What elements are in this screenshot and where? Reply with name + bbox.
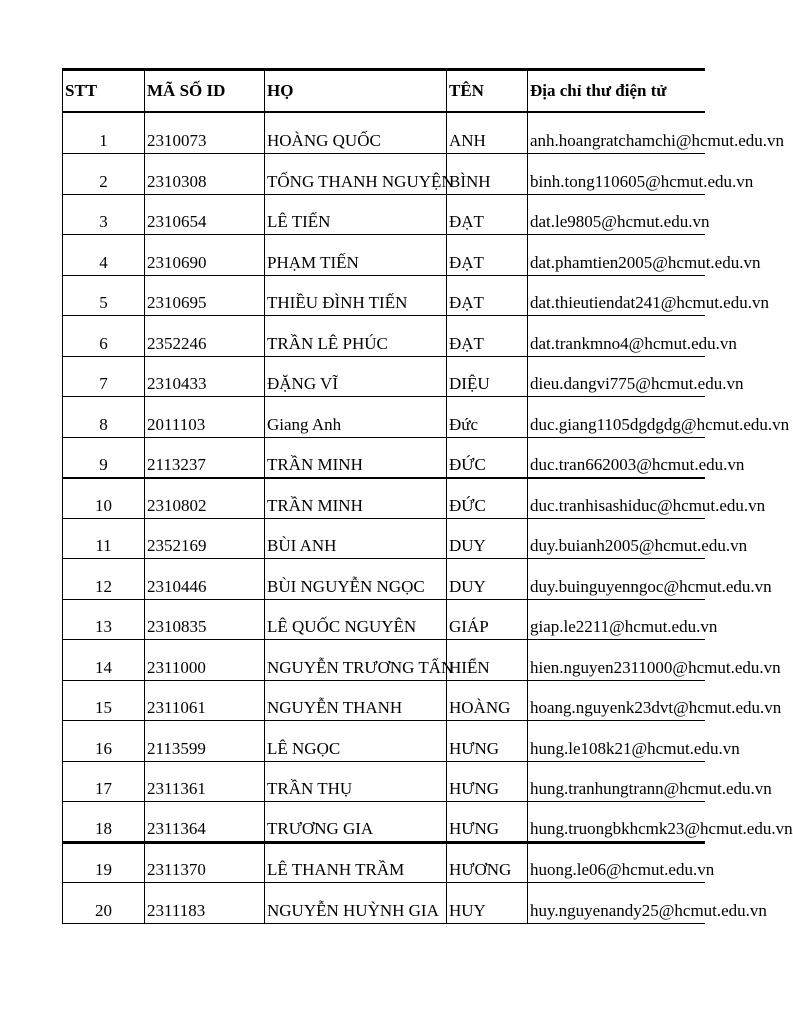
cell-ho: TRẦN MINH [265,437,447,478]
cell-id: 2310654 [145,194,265,235]
cell-stt: 15 [63,680,145,721]
cell-email: duy.buinguyenngoc@hcmut.edu.vn [528,559,705,600]
cell-email: huy.nguyenandy25@hcmut.edu.vn [528,883,705,924]
cell-email: hoang.nguyenk23dvt@hcmut.edu.vn [528,680,705,721]
cell-ten: BÌNH [447,154,528,195]
table-row [63,478,705,519]
cell-ho: THIỀU ĐÌNH TIẾN [265,275,447,316]
cell-ho: PHẠM TIẾN [265,235,447,276]
cell-stt: 11 [63,518,145,559]
cell-ho: LÊ TIẾN [265,194,447,235]
table-row [63,599,705,640]
cell-ten: HUY [447,883,528,924]
table-row [63,680,705,721]
header-stt: STT [63,70,145,112]
header-email: Địa chỉ thư điện tử [528,70,705,112]
cell-stt: 3 [63,194,145,235]
table-row [63,518,705,559]
cell-stt: 18 [63,802,145,843]
cell-ho: BÙI NGUYỄN NGỌC [265,559,447,600]
table-row [63,194,705,235]
table-row [63,640,705,681]
cell-id: 2011103 [145,397,265,438]
cell-email: duy.buianh2005@hcmut.edu.vn [528,518,705,559]
cell-ten: HOÀNG [447,680,528,721]
cell-stt: 14 [63,640,145,681]
cell-email: binh.tong110605@hcmut.edu.vn [528,154,705,195]
student-table [62,68,793,924]
cell-ho: NGUYỄN TRƯƠNG TẤN [265,640,447,681]
cell-ten: HƯNG [447,721,528,762]
cell-email: hung.tranhungtrann@hcmut.edu.vn [528,761,705,802]
table-row [63,275,705,316]
cell-stt: 4 [63,235,145,276]
cell-email: duc.giang1105dgdgdg@hcmut.edu.vn [528,397,705,438]
cell-id: 2311183 [145,883,265,924]
header-ten: TÊN [447,70,528,112]
cell-ten: DUY [447,518,528,559]
cell-id: 2310695 [145,275,265,316]
cell-ho: LÊ QUỐC NGUYÊN [265,599,447,640]
cell-email: hung.le108k21@hcmut.edu.vn [528,721,705,762]
cell-ho: LÊ NGỌC [265,721,447,762]
cell-ho: Giang Anh [265,397,447,438]
cell-ho: TRẦN THỤ [265,761,447,802]
cell-id: 2352246 [145,316,265,357]
cell-id: 2311370 [145,842,265,883]
cell-id: 2352169 [145,518,265,559]
header-row [63,70,705,112]
cell-stt: 9 [63,437,145,478]
cell-ten: Đức [447,397,528,438]
cell-stt: 6 [63,316,145,357]
cell-stt: 13 [63,599,145,640]
cell-id: 2311061 [145,680,265,721]
table-row [63,154,705,195]
table-row [63,235,705,276]
table-row [63,883,705,924]
table-body [63,112,793,924]
cell-id: 2113237 [145,437,265,478]
cell-ten: ĐẠT [447,316,528,357]
cell-id: 2311364 [145,802,265,843]
header-ho: HỌ [265,70,447,112]
cell-id: 2310835 [145,599,265,640]
cell-ten: ĐẠT [447,235,528,276]
cell-ten: HƯNG [447,761,528,802]
cell-id: 2311361 [145,761,265,802]
cell-ho: TRƯƠNG GIA [265,802,447,843]
cell-ten: DIỆU [447,356,528,397]
cell-ten: HƯƠNG [447,842,528,883]
cell-id: 2310802 [145,478,265,519]
cell-id: 2310690 [145,235,265,276]
cell-stt: 16 [63,721,145,762]
cell-id: 2311000 [145,640,265,681]
cell-stt: 7 [63,356,145,397]
cell-stt: 8 [63,397,145,438]
cell-email: dat.le9805@hcmut.edu.vn [528,194,705,235]
cell-stt: 1 [63,112,145,154]
cell-ten: ĐỨC [447,478,528,519]
table-row [63,761,705,802]
cell-ho: TRẦN LÊ PHÚC [265,316,447,357]
cell-ten: HƯNG [447,802,528,843]
table-row [63,356,705,397]
cell-ho: HOÀNG QUỐC [265,112,447,154]
cell-ten: DUY [447,559,528,600]
cell-ten: ĐẠT [447,194,528,235]
cell-email: dat.thieutiendat241@hcmut.edu.vn [528,275,705,316]
cell-id: 2113599 [145,721,265,762]
cell-stt: 20 [63,883,145,924]
cell-stt: 12 [63,559,145,600]
cell-email: huong.le06@hcmut.edu.vn [528,842,705,883]
table-row [63,802,705,843]
cell-ten: ANH [447,112,528,154]
cell-email: hung.truongbkhcmk23@hcmut.edu.vn [528,802,705,843]
table-row [63,112,705,154]
cell-email: anh.hoangratchamchi@hcmut.edu.vn [528,112,705,154]
cell-stt: 5 [63,275,145,316]
cell-ten: ĐỨC [447,437,528,478]
cell-ho: LÊ THANH TRẦM [265,842,447,883]
cell-id: 2310308 [145,154,265,195]
cell-id: 2310073 [145,112,265,154]
cell-ho: NGUYỄN THANH [265,680,447,721]
cell-email: dat.phamtien2005@hcmut.edu.vn [528,235,705,276]
table-row [63,316,705,357]
cell-ho: BÙI ANH [265,518,447,559]
header-id: MÃ SỐ ID [145,70,265,112]
cell-stt: 10 [63,478,145,519]
cell-email: giap.le2211@hcmut.edu.vn [528,599,705,640]
cell-email: duc.tran662003@hcmut.edu.vn [528,437,705,478]
cell-ten: HIỂN [447,640,528,681]
table-row [63,437,705,478]
cell-ho: NGUYỄN HUỲNH GIA [265,883,447,924]
cell-stt: 17 [63,761,145,802]
table-row [63,559,705,600]
cell-email: dieu.dangvi775@hcmut.edu.vn [528,356,705,397]
cell-id: 2310446 [145,559,265,600]
cell-email: duc.tranhisashiduc@hcmut.edu.vn [528,478,705,519]
table-row [63,842,705,883]
cell-email: dat.trankmno4@hcmut.edu.vn [528,316,705,357]
cell-ho: TRẦN MINH [265,478,447,519]
cell-ten: GIÁP [447,599,528,640]
table-row [63,721,705,762]
cell-id: 2310433 [145,356,265,397]
table-row [63,397,705,438]
cell-ten: ĐẠT [447,275,528,316]
cell-stt: 19 [63,842,145,883]
cell-email: hien.nguyen2311000@hcmut.edu.vn [528,640,705,681]
cell-ho: TỐNG THANH NGUYỆN [265,154,447,195]
cell-stt: 2 [63,154,145,195]
cell-ho: ĐẶNG VĨ [265,356,447,397]
